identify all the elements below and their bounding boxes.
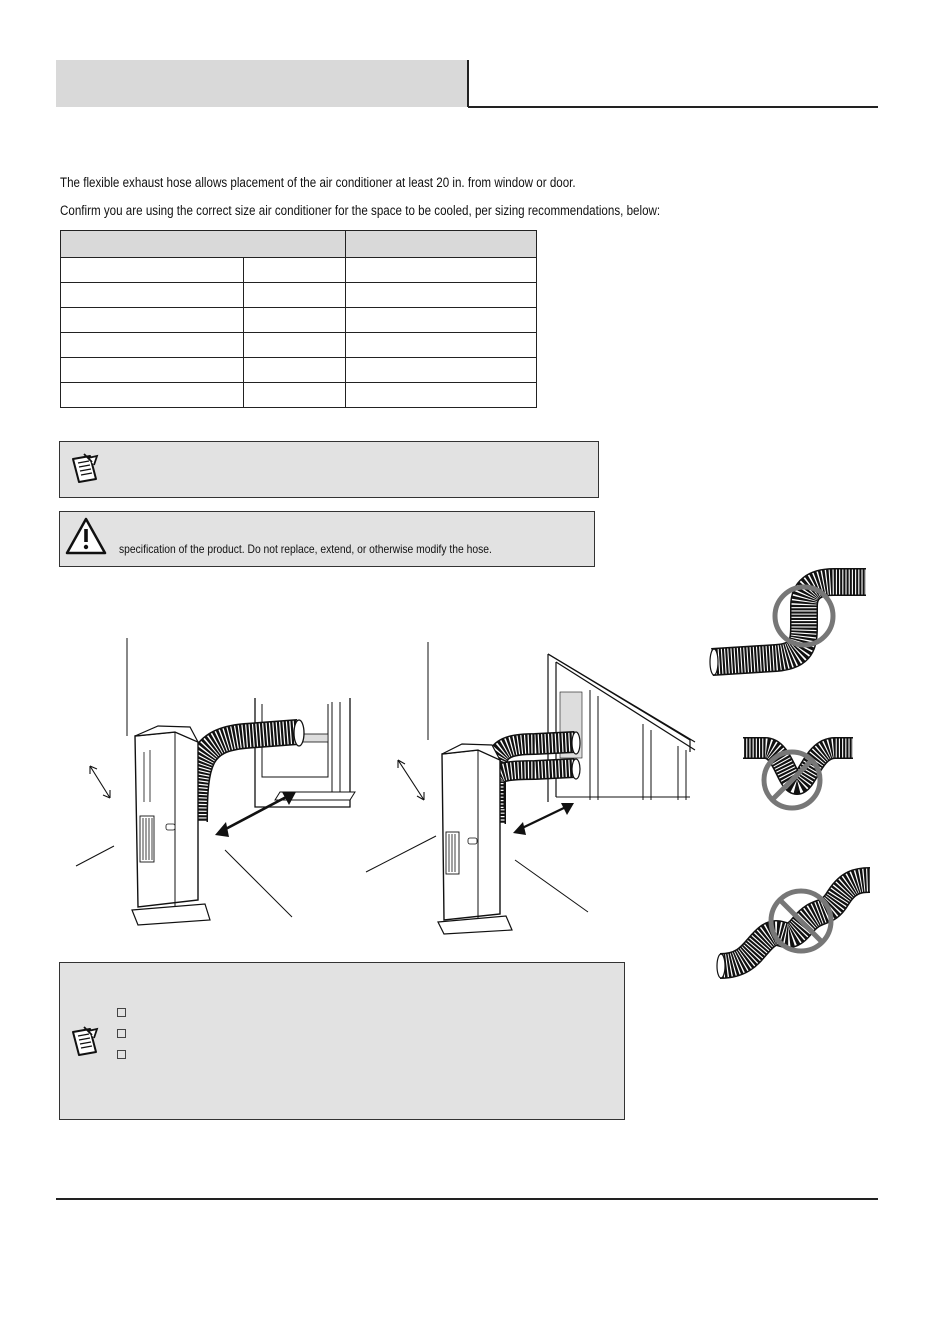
table-row xyxy=(61,333,537,358)
table-cell xyxy=(346,333,537,358)
table-row xyxy=(61,308,537,333)
table-cell xyxy=(244,358,346,383)
table-cell xyxy=(61,333,244,358)
hose-gentle-bend-icon xyxy=(706,568,866,678)
hose-multiple-bends-prohibited-icon xyxy=(710,866,870,986)
table-cell xyxy=(61,308,244,333)
footer-divider xyxy=(56,1198,878,1200)
table-row xyxy=(61,283,537,308)
notepad-pin-icon xyxy=(70,453,100,485)
table-cell xyxy=(346,308,537,333)
header-divider-vertical xyxy=(467,60,469,107)
table-cell xyxy=(244,308,346,333)
installation-illustration-sliding-door xyxy=(360,632,690,932)
table-cell xyxy=(61,283,244,308)
table-cell xyxy=(346,358,537,383)
table-cell xyxy=(61,258,244,283)
bullet-checkbox xyxy=(117,1008,126,1017)
sizing-table xyxy=(60,230,537,408)
table-cell xyxy=(244,258,346,283)
table-cell xyxy=(244,383,346,408)
notepad-pin-icon xyxy=(70,1026,100,1058)
table-cell xyxy=(346,283,537,308)
table-row xyxy=(61,258,537,283)
installation-illustration-window xyxy=(70,632,370,932)
table-cell xyxy=(61,383,244,408)
table-header-cell xyxy=(346,231,537,258)
intro-line-2: Confirm you are using the correct size air conditioner for the space to be cooled, per sizing recommendations, below: xyxy=(60,203,661,218)
table-row xyxy=(61,383,537,408)
note-box xyxy=(59,441,599,498)
table-cell xyxy=(346,383,537,408)
warning-box xyxy=(59,511,595,567)
warning-text: specification of the product. Do not replace, extend, or otherwise modify the hose. xyxy=(119,542,492,556)
note-box-2 xyxy=(59,962,625,1120)
table-header-cell xyxy=(61,231,346,258)
header-divider-horizontal xyxy=(468,106,878,108)
bullet-checkbox xyxy=(117,1029,126,1038)
table-cell xyxy=(244,283,346,308)
table-cell xyxy=(346,258,537,283)
table-row xyxy=(61,358,537,383)
bullet-checkbox xyxy=(117,1050,126,1059)
table-cell xyxy=(244,333,346,358)
hose-sharp-bend-prohibited-icon xyxy=(735,728,855,818)
table-cell xyxy=(61,358,244,383)
warning-triangle-icon xyxy=(65,517,107,555)
table-header-row xyxy=(61,231,537,258)
section-header-box xyxy=(56,60,468,107)
intro-line-1: The flexible exhaust hose allows placement of the air conditioner at least 20 in. from window or door. xyxy=(60,175,576,190)
